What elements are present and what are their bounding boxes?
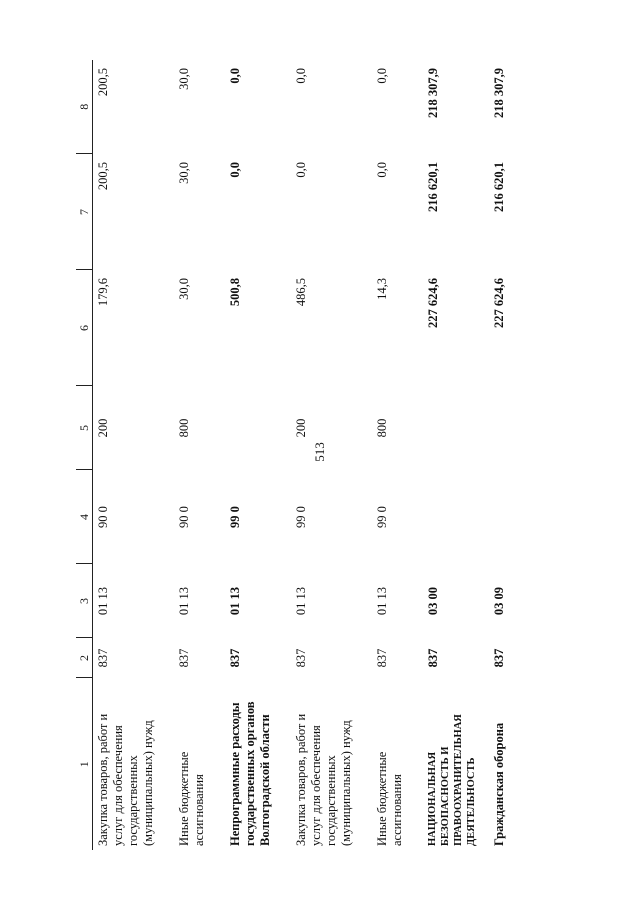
col-header: 7: [76, 154, 93, 270]
cell-amount-1: 227 624,6: [426, 278, 440, 328]
cell-ministry: 837: [96, 648, 110, 668]
page-number: 513: [312, 442, 327, 462]
cell-ministry: 837: [492, 648, 506, 668]
table-row: [93, 60, 175, 850]
cell-expense-type: [489, 386, 550, 470]
cell-amount-3: 218 307,9: [492, 68, 506, 118]
cell-program: 99 0: [294, 506, 308, 528]
rotated-table-container: [76, 60, 596, 850]
cell-section: 03 09: [492, 586, 506, 616]
cell-ministry: 837: [294, 648, 308, 668]
cell-amount-2: 200,5: [96, 162, 110, 191]
budget-table: [76, 60, 550, 850]
cell-section: 03 00: [426, 586, 440, 616]
cell-ministry: 837: [177, 648, 191, 668]
cell-section: 01 13: [228, 586, 242, 616]
cell-expense-type: 200: [294, 418, 308, 438]
col-header: 4: [76, 470, 93, 564]
table-row: [372, 60, 423, 850]
row-name: НАЦИОНАЛЬНАЯ БЕЗОПАСНОСТЬ И ПРАВООХРАНИТЕЛЬНАЯ ДЕЯТЕЛЬНОСТЬ: [427, 714, 477, 846]
col-header: 8: [76, 60, 93, 154]
col-header: 6: [76, 270, 93, 386]
cell-program: 99 0: [228, 506, 242, 528]
cell-amount-1: 227 624,6: [492, 278, 506, 328]
cell-amount-2: 0,0: [294, 162, 308, 178]
row-name: Закупка товаров, работ и услуг для обеспечения государственных (муниципальных) нужд: [96, 713, 155, 846]
cell-program: 90 0: [177, 506, 191, 528]
cell-section: 01 13: [294, 586, 308, 616]
cell-amount-2: 0,0: [375, 162, 389, 178]
cell-amount-1: 500,8: [228, 278, 242, 307]
cell-section: 01 13: [177, 586, 191, 616]
cell-amount-2: 0,0: [228, 162, 242, 178]
row-name: Гражданская оборона: [492, 722, 506, 846]
cell-section: 01 13: [375, 586, 389, 616]
cell-amount-3: 0,0: [228, 68, 242, 84]
cell-amount-1: 14,3: [375, 278, 389, 300]
cell-amount-3: 30,0: [177, 68, 191, 90]
cell-program: [489, 470, 550, 564]
cell-ministry: 837: [228, 648, 242, 668]
cell-amount-2: 216 620,1: [492, 162, 506, 212]
cell-amount-3: 200,5: [96, 68, 110, 97]
col-header: 5: [76, 386, 93, 470]
cell-program: [423, 470, 489, 564]
cell-amount-2: 216 620,1: [426, 162, 440, 212]
table-row: [174, 60, 225, 850]
header-row: [76, 60, 93, 850]
cell-amount-3: 0,0: [294, 68, 308, 84]
cell-amount-1: 486,5: [294, 278, 308, 307]
cell-section: 01 13: [96, 586, 110, 616]
row-name: Иные бюджетные ассигнования: [177, 751, 206, 846]
table-row: [225, 60, 291, 850]
cell-amount-1: 179,6: [96, 278, 110, 307]
cell-ministry: 837: [375, 648, 389, 668]
cell-program: 99 0: [375, 506, 389, 528]
row-name: Закупка товаров, работ и услуг для обеспечения государственных (муниципальных) нужд: [294, 713, 353, 846]
cell-expense-type: [225, 386, 291, 470]
cell-amount-2: 30,0: [177, 162, 191, 184]
cell-amount-3: 0,0: [375, 68, 389, 84]
row-name: Иные бюджетные ассигнования: [375, 751, 404, 846]
cell-amount-3: 218 307,9: [426, 68, 440, 118]
table-row: [489, 60, 550, 850]
row-name: Непрограммные расходы государственных органов Волгоградской области: [228, 701, 272, 846]
cell-ministry: 837: [426, 648, 440, 668]
cell-expense-type: 800: [375, 418, 389, 438]
cell-expense-type: [423, 386, 489, 470]
table-row: [423, 60, 489, 850]
cell-program: 90 0: [96, 506, 110, 528]
col-header: 1: [76, 678, 93, 850]
col-header: 2: [76, 638, 93, 678]
cell-expense-type: 200: [96, 418, 110, 438]
cell-expense-type: 800: [177, 418, 191, 438]
table-row: [291, 60, 372, 850]
col-header: 3: [76, 564, 93, 638]
cell-amount-1: 30,0: [177, 278, 191, 300]
